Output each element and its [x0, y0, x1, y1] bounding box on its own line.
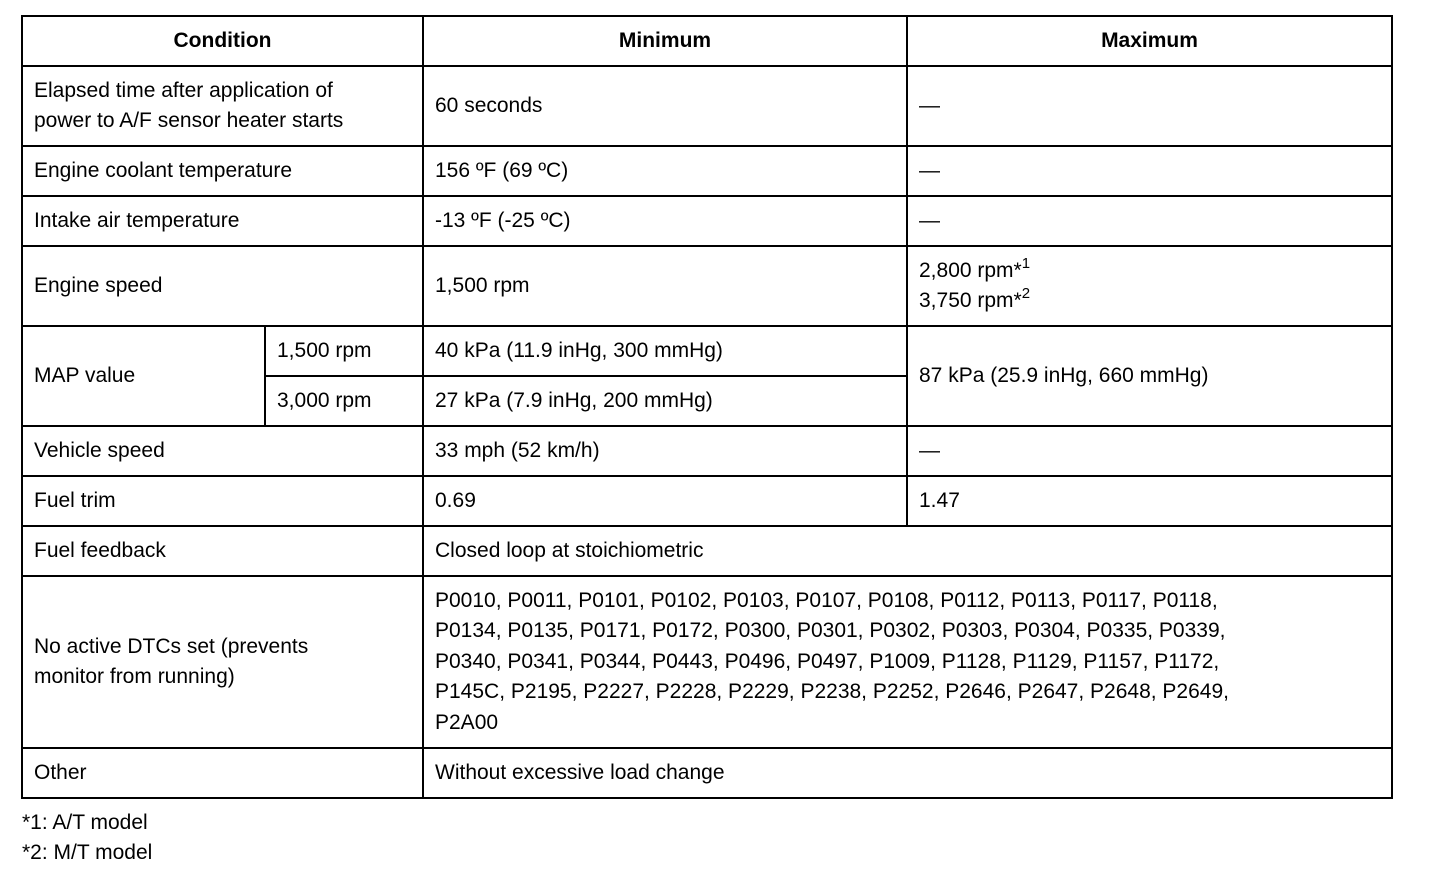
cell-condition: Other: [22, 748, 423, 798]
cell-minimum: -13 ºF (-25 ºC): [423, 196, 907, 246]
footnote-ref: 2: [1021, 285, 1031, 302]
row-intake-air-temp: [22, 196, 1392, 246]
row-no-active-dtcs: [22, 576, 1392, 748]
cell-dtc-list: [423, 576, 1392, 748]
maximum-line: 2,800 rpm*: [919, 259, 1022, 282]
cell-minimum: 60 seconds: [423, 66, 907, 146]
cell-maximum: —: [907, 426, 1392, 476]
condition-line: monitor from running): [34, 665, 235, 688]
cell-value: Closed loop at stoichiometric: [423, 526, 1392, 576]
dtc-line: P0340, P0341, P0344, P0443, P0496, P0497, P1009, P1128, P1129, P1157, P1172,: [435, 649, 1220, 673]
row-vehicle-speed: [22, 426, 1392, 476]
condition-line: Elapsed time after application of: [34, 79, 333, 102]
condition-line: power to A/F sensor heater starts: [34, 109, 344, 132]
cell-condition: Fuel trim: [22, 476, 423, 526]
cell-minimum: 0.69: [423, 476, 907, 526]
cell-condition: MAP value: [22, 326, 265, 426]
cell-maximum: 87 kPa (25.9 inHg, 660 mmHg): [907, 326, 1392, 426]
cell-value: Without excessive load change: [423, 748, 1392, 798]
cell-maximum: —: [907, 146, 1392, 196]
cell-minimum: 156 ºF (69 ºC): [423, 146, 907, 196]
header-condition: Condition: [22, 16, 423, 66]
row-fuel-trim: [22, 476, 1392, 526]
cell-maximum: 1.47: [907, 476, 1392, 526]
cell-sub-condition: 3,000 rpm: [265, 376, 423, 426]
row-map-value-1500: [22, 326, 1392, 376]
row-coolant-temp: [22, 146, 1392, 196]
cell-minimum: 1,500 rpm: [423, 246, 907, 326]
row-engine-speed: [22, 246, 1392, 326]
header-minimum: Minimum: [423, 16, 907, 66]
cell-condition: Fuel feedback: [22, 526, 423, 576]
cell-condition: Intake air temperature: [22, 196, 423, 246]
cell-condition: [22, 576, 423, 748]
cell-minimum: 27 kPa (7.9 inHg, 200 mmHg): [423, 376, 907, 426]
row-elapsed-time: [22, 66, 1392, 146]
maximum-line: 3,750 rpm*: [919, 289, 1022, 312]
cell-condition: Engine speed: [22, 246, 423, 326]
footnote-1: *1: A/T model: [22, 811, 148, 834]
condition-line: No active DTCs set (prevents: [34, 635, 309, 658]
dtc-line: P0010, P0011, P0101, P0102, P0103, P0107, P0108, P0112, P0113, P0117, P0118,: [435, 588, 1218, 612]
cell-maximum: [907, 246, 1392, 326]
dtc-line: P2A00: [435, 710, 499, 734]
row-fuel-feedback: [22, 526, 1392, 576]
cell-maximum: —: [907, 66, 1392, 146]
footnote-2: *2: M/T model: [22, 841, 153, 864]
dtc-line: P0134, P0135, P0171, P0172, P0300, P0301, P0302, P0303, P0304, P0335, P0339,: [435, 619, 1226, 643]
cell-maximum: —: [907, 196, 1392, 246]
header-maximum: Maximum: [907, 16, 1392, 66]
footnote-ref: 1: [1021, 255, 1031, 272]
dtc-line: P145C, P2195, P2227, P2228, P2229, P2238, P2252, P2646, P2647, P2648, P2649,: [435, 680, 1229, 704]
header-row: [22, 16, 1392, 66]
cell-condition: Vehicle speed: [22, 426, 423, 476]
cell-minimum: 40 kPa (11.9 inHg, 300 mmHg): [423, 326, 907, 376]
cell-sub-condition: 1,500 rpm: [265, 326, 423, 376]
cell-condition: [22, 66, 423, 146]
cell-condition: Engine coolant temperature: [22, 146, 423, 196]
row-other: [22, 748, 1392, 798]
conditions-table: [21, 15, 1393, 799]
footnotes: [22, 808, 152, 868]
cell-minimum: 33 mph (52 km/h): [423, 426, 907, 476]
